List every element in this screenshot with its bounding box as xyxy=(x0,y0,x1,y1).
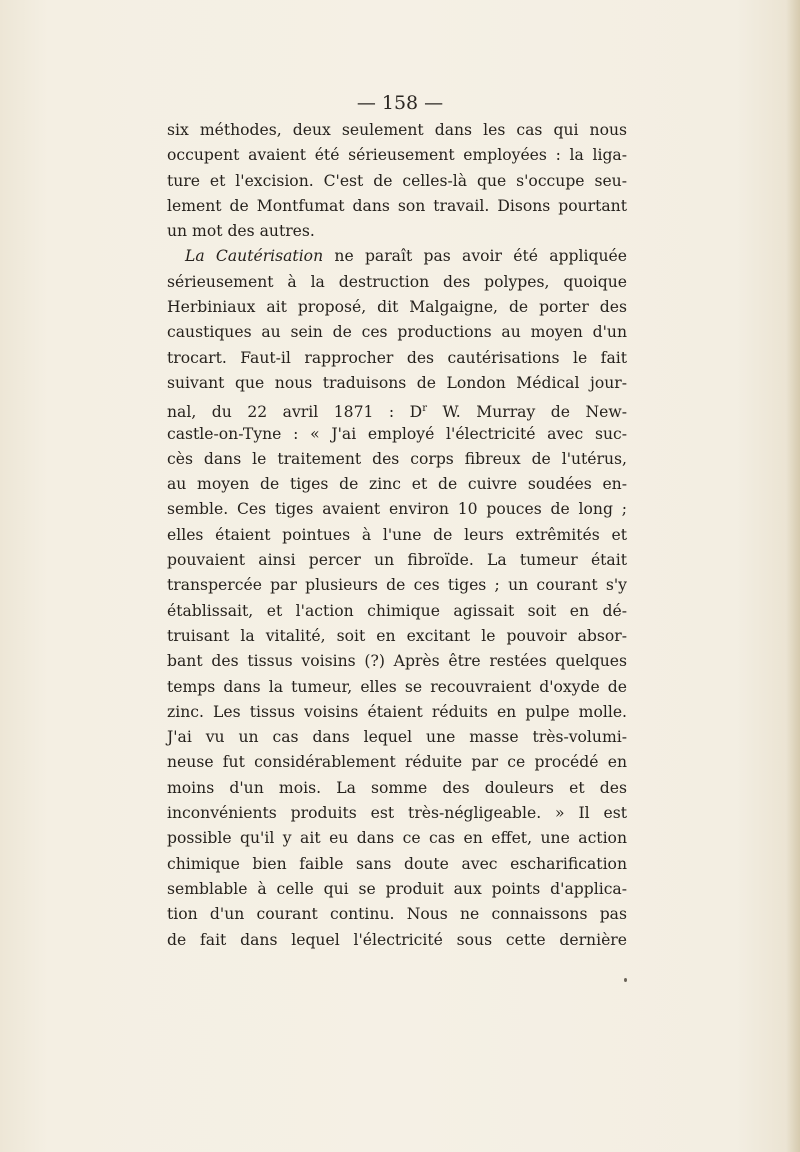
line-segment: nal, du 22 avril 1871 : D xyxy=(167,403,423,422)
line-text: pouvaient ainsi percer un fibroïde. La tumeur était xyxy=(167,551,627,570)
text-line xyxy=(167,295,627,320)
text-line xyxy=(167,371,627,396)
line-text: J'ai vu un cas dans lequel une masse très-volumi- xyxy=(167,728,627,747)
line-text: établissait, et l'action chimique agissait soit en dé- xyxy=(167,601,627,620)
text-line xyxy=(167,194,627,219)
line-text: truisant la vitalité, soit en excitant le pouvoir absor- xyxy=(167,626,627,645)
text-line xyxy=(167,725,627,750)
line-text: occupent avaient été sérieusement employées : la liga- xyxy=(167,146,627,165)
line-text: possible qu'il y ait eu dans ce cas en effet, une action xyxy=(167,829,627,848)
text-line xyxy=(167,219,627,244)
line-text: six méthodes, deux seulement dans les cas qui nous xyxy=(167,121,627,139)
line-text: moins d'un mois. La somme des douleurs et des xyxy=(167,778,627,797)
line-text: elles étaient pointues à l'une de leurs extrêmités et xyxy=(167,525,627,544)
text-line xyxy=(167,447,627,472)
page-number: — 158 — xyxy=(356,92,444,114)
line-text: sérieusement à la destruction des polypes, quoique xyxy=(167,272,627,291)
text-line xyxy=(167,346,627,371)
superscript: r xyxy=(422,403,427,415)
text-line xyxy=(167,700,627,725)
text-line xyxy=(167,776,627,801)
line-text: caustiques au sein de ces productions au moyen d'un xyxy=(167,323,627,342)
text-line xyxy=(167,801,627,826)
text-line xyxy=(167,422,627,447)
line-text: W. Murray de New- xyxy=(426,403,627,422)
line-text: temps dans la tumeur, elles se recouvraient d'oxyde de xyxy=(167,677,627,696)
line-text: un mot des autres. xyxy=(167,222,315,241)
text-line xyxy=(167,750,627,775)
line-text: transpercée par plusieurs de ces tiges ; un courant s'y xyxy=(167,576,627,595)
line-text: au moyen de tiges de zinc et de cuivre soudées en- xyxy=(167,475,627,494)
line-text: suivant que nous traduisons de London Médical jour- xyxy=(167,373,627,392)
text-line xyxy=(167,826,627,851)
line-text: semble. Ces tiges avaient environ 10 pouces de long ; xyxy=(167,500,627,519)
line-text: zinc. Les tissus voisins étaient réduits en pulpe molle. xyxy=(167,702,627,721)
italic-heading: La Cautérisation xyxy=(185,247,324,266)
line-text: tion d'un courant continu. Nous ne connaissons pas xyxy=(167,905,627,924)
text-line xyxy=(167,169,627,194)
text-line xyxy=(167,649,627,674)
text-line xyxy=(167,548,627,573)
text-line xyxy=(167,573,627,598)
line-text: Herbiniaux ait proposé, dit Malgaigne, de porter des xyxy=(167,298,627,317)
text-line xyxy=(167,599,627,624)
line-text: ture et l'excision. C'est de celles-là que s'occupe seu- xyxy=(167,171,627,190)
line-text: trocart. Faut-il rapprocher des cautérisations le fait xyxy=(167,348,627,367)
text-line xyxy=(167,624,627,649)
line-text: bant des tissus voisins (?) Après être restées quelques xyxy=(167,652,627,671)
page-edge-shadow xyxy=(786,0,800,1152)
text-line xyxy=(167,523,627,548)
line-text: chimique bien faible sans doute avec escharification xyxy=(167,854,627,873)
text-line xyxy=(167,902,627,927)
line-text: lement de Montfumat dans son travail. Disons pourtant xyxy=(167,196,627,215)
text-line xyxy=(167,270,627,295)
text-line xyxy=(167,244,627,269)
text-line xyxy=(167,928,627,953)
text-line xyxy=(167,118,627,143)
line-text: neuse fut considérablement réduite par ce procédé en xyxy=(167,753,627,772)
line-text: semblable à celle qui se produit aux points d'applica- xyxy=(167,879,627,898)
text-line xyxy=(167,877,627,902)
line-text: castle-on-Tyne : « J'ai employé l'électricité avec suc- xyxy=(167,424,627,443)
body-text xyxy=(167,118,627,953)
text-line xyxy=(167,497,627,522)
ink-speck xyxy=(624,978,627,982)
line-text: inconvénients produits est très-négligeable. » Il est xyxy=(167,804,627,823)
text-line xyxy=(167,396,627,421)
text-line xyxy=(167,320,627,345)
line-text: cès dans le traitement des corps fibreux de l'utérus, xyxy=(167,449,627,468)
text-line xyxy=(167,143,627,168)
line-text: de fait dans lequel l'électricité sous cette dernière xyxy=(167,930,627,949)
text-line xyxy=(167,675,627,700)
text-line xyxy=(167,472,627,497)
line-text: ne paraît pas avoir été appliquée xyxy=(323,247,627,266)
text-line xyxy=(167,852,627,877)
